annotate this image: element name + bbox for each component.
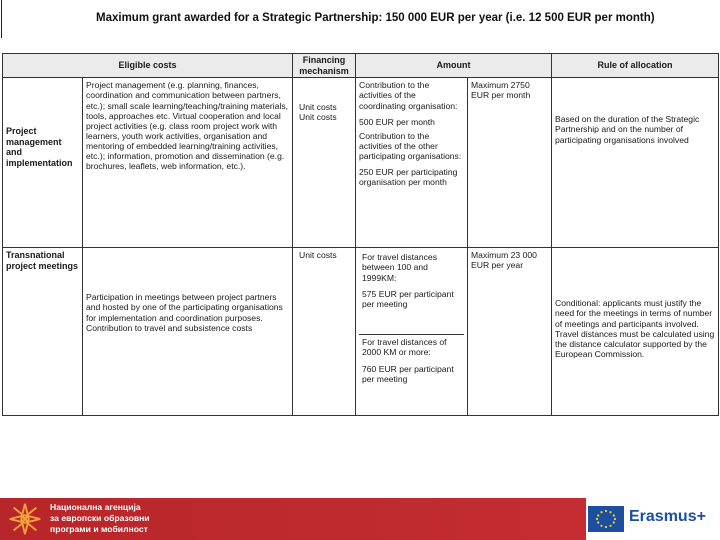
table-header-row xyxy=(3,54,719,78)
amount-short-distance-text: For travel distances between 100 and 1999KM: xyxy=(362,252,437,283)
grant-table xyxy=(2,53,719,416)
header-rule-of-allocation: Rule of allocation xyxy=(552,54,719,78)
agency-line-3: програми и мобилност xyxy=(50,524,148,534)
row-label-project-management: Project management and implementation xyxy=(3,78,83,248)
row-description: Project management (e.g. planning, finances, coordination and communication between partners, etc.); small scale learning/teaching/training materials, tools, approaches etc. Virtual cooperation and local project activities (e.g. class room project work with learners, youth work activities, organisation and mentoring of embedded learning/training activities, etc.); information, promotion and dissemination (e.g. brochures, leaflets, web information, etc.). xyxy=(83,78,293,248)
eu-flag-icon xyxy=(588,506,624,532)
financing-mechanism-cell xyxy=(293,248,356,416)
page-title: Maximum grant awarded for a Strategic Partnership: 150 000 EUR per year (i.e. 12 500 EUR per month) xyxy=(96,12,655,24)
amount-short-distance-value: 575 EUR per participant per meeting xyxy=(362,288,454,309)
table-row xyxy=(3,248,719,416)
row-description: Participation in meetings between project partners and hosted by one of the participating organisations for implementation and coordination purposes. Contribution to travel and subsistence costs xyxy=(83,248,293,416)
header-amount: Amount xyxy=(356,54,552,78)
agency-line-1: Национална агенција xyxy=(50,502,141,512)
amount-coordinating-value: 500 EUR per month xyxy=(359,116,435,127)
amount-long-distance-text: For travel distances of 2000 KM or more: xyxy=(362,337,447,358)
agency-line-2: за европски образовни xyxy=(50,513,150,523)
maximum-cell: Maximum 23 000 EUR per year xyxy=(468,248,552,416)
rule-cell: Based on the duration of the Strategic Partnership and on the number of participating organisations involved xyxy=(552,78,719,248)
agency-logo-icon xyxy=(6,500,44,538)
table-row xyxy=(3,78,719,248)
rule-cell: Conditional: applicants must justify the need for the meetings in terms of number of meetings and participants involved. Travel distances must be calculated using the distance calculator supported by the European Commission. xyxy=(552,248,719,416)
header-eligible-costs: Eligible costs xyxy=(3,54,293,78)
amount-coordinating-text: Contribution to the activities of the coordinating organisation: xyxy=(359,80,458,111)
agency-name xyxy=(50,502,150,535)
amount-long-distance-value: 760 EUR per participant per meeting xyxy=(362,363,454,384)
mechanism-other: Unit costs xyxy=(299,112,337,123)
left-rule xyxy=(1,0,2,38)
erasmus-logo-text: Erasmus+ xyxy=(629,508,706,525)
row-label-transnational-meetings: Transnational project meetings xyxy=(3,248,83,416)
maximum-cell: Maximum 2750 EUR per month xyxy=(468,78,552,248)
agency-banner xyxy=(0,498,586,540)
amount-cell xyxy=(356,78,468,248)
amount-cell xyxy=(356,248,468,416)
mechanism-meetings: Unit costs xyxy=(299,250,337,261)
amount-other-value: 250 EUR per participating organisation per month xyxy=(359,167,458,188)
amount-other-text: Contribution to the activities of the other participating organisations: xyxy=(359,130,462,162)
mechanism-coordinating: Unit costs xyxy=(299,102,337,113)
header-financing-mechanism: Financing mechanism xyxy=(293,54,356,78)
financing-mechanism-cell xyxy=(293,78,356,248)
